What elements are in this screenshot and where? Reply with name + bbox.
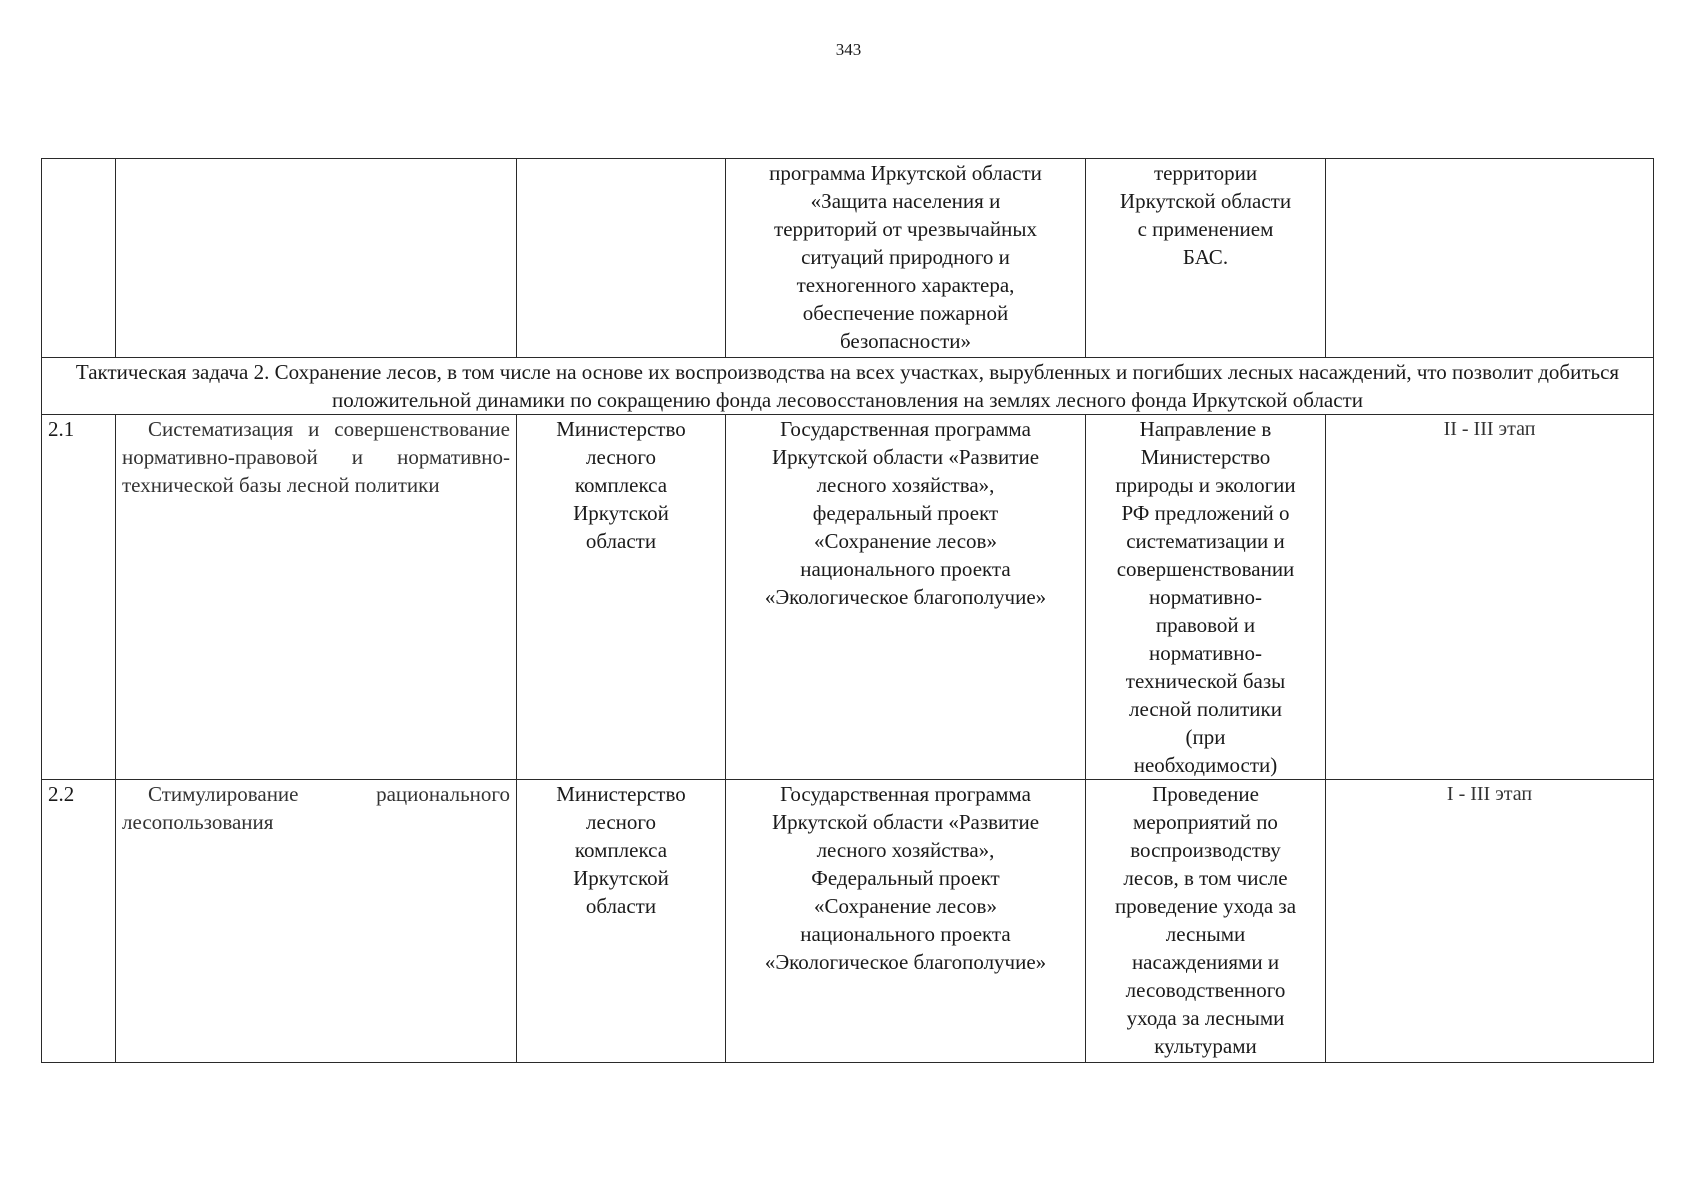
table-row bbox=[42, 159, 1654, 358]
program-cell: Государственная программа Иркутской области «Развитие лесного хозяйства», федеральный проект «Сохранение лесов» национального проекта «Экологическое благополучие» bbox=[726, 415, 1086, 780]
row-number-cell: 2.1 bbox=[42, 415, 116, 780]
program-cell: программа Иркутской области «Защита населения и территорий от чрезвычайных ситуаций природного и техногенного характера, обеспечение пожарной безопасности» bbox=[726, 159, 1086, 358]
row-number-cell: 2.2 bbox=[42, 780, 116, 1063]
row-number-cell bbox=[42, 159, 116, 358]
measure-name-cell bbox=[116, 159, 517, 358]
page-number: 343 bbox=[835, 40, 862, 59]
tactical-task-row bbox=[42, 358, 1654, 415]
measure-name-cell bbox=[116, 415, 517, 780]
stage-cell: II - III этап bbox=[1326, 415, 1654, 780]
measures-table bbox=[41, 158, 1654, 1063]
stage-cell bbox=[1326, 159, 1654, 358]
table-row bbox=[42, 780, 1654, 1063]
program-cell: Государственная программа Иркутской области «Развитие лесного хозяйства», Федеральный проект «Сохранение лесов» национального проекта «Экологическое благополучие» bbox=[726, 780, 1086, 1063]
result-cell: территории Иркутской области с применением БАС. bbox=[1086, 159, 1326, 358]
executor-cell: Министерство лесного комплекса Иркутской области bbox=[517, 415, 726, 780]
tactical-task-heading: Тактическая задача 2. Сохранение лесов, в том числе на основе их воспроизводства на всех участках, вырубленных и погибших лесных насаждений, что позволит добиться положительной динамики по сокращению фонда лесовосстановления на землях лесного фонда Иркутской области bbox=[42, 358, 1654, 415]
result-cell: Проведение мероприятий по воспроизводству лесов, в том числе проведение ухода за лесными насаждениями и лесоводственного ухода за лесными культурами bbox=[1086, 780, 1326, 1063]
table-row bbox=[42, 415, 1654, 780]
stage-cell: I - III этап bbox=[1326, 780, 1654, 1063]
measure-name-text: Стимулирование рационального лесопользования bbox=[122, 782, 510, 834]
executor-cell bbox=[517, 159, 726, 358]
measure-name-text: Систематизация и совершенствование нормативно-правовой и нормативно-технической базы лесной политики bbox=[122, 417, 510, 497]
measure-name-cell bbox=[116, 780, 517, 1063]
result-cell: Направление в Министерство природы и экологии РФ предложений о систематизации и совершенствовании нормативно- правовой и нормативно- технической базы лесной политики (при необходимости) bbox=[1086, 415, 1326, 780]
executor-cell: Министерство лесного комплекса Иркутской области bbox=[517, 780, 726, 1063]
